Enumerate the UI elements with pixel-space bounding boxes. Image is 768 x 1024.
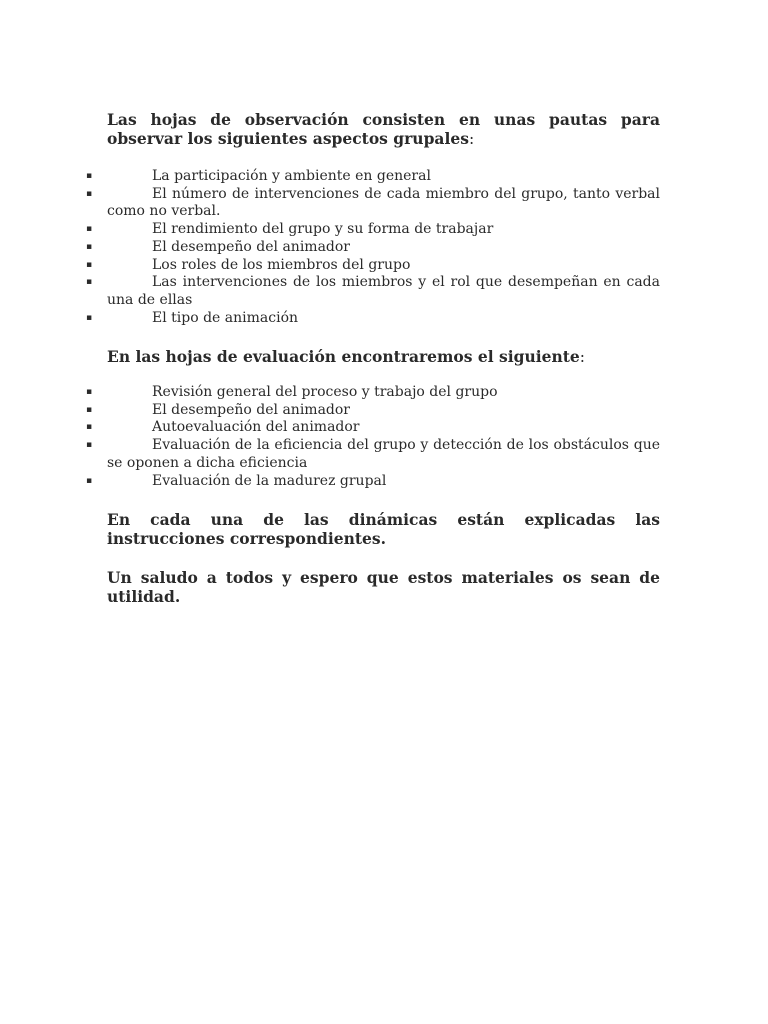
bullet-icon: ▪ [86,188,93,199]
list-item-text: Los roles de los miembros del grupo [152,256,411,273]
list-item-text: El desempeño del animador [152,401,351,418]
list-item-text: Las intervenciones de los miembros y el rol que desempeñan en cada una de ellas [107,274,660,308]
closing-paragraph: Un saludo a todos y espero que estos materiales os sean de utilidad. [107,568,660,606]
bullet-icon: ▪ [86,387,93,397]
bullet-icon: ▪ [86,241,93,252]
list-item [0,437,660,472]
list-item-text: El desempeño del animador [152,238,351,255]
instructions-paragraph: En cada una de las dinámicas están explicadas las instrucciones correspondientes. [107,510,660,548]
list-item-text: Evaluación de la madurez grupal [152,472,387,489]
bullet-icon: ▪ [86,404,93,415]
observation-intro-paragraph [107,110,660,149]
evaluation-intro-text: En las hojas de evaluación encontraremos el siguiente [107,347,580,366]
list-item [0,419,660,437]
bullet-icon: ▪ [86,224,93,235]
bullet-icon: ▪ [86,440,93,451]
observation-intro-text: Las hojas de observación consisten en unas pautas para observar los siguientes aspectos grupales [107,110,660,148]
list-item-text: Evaluación de la eficiencia del grupo y detección de los obstáculos que se oponen a dicha eficiencia [107,437,660,471]
list-item [0,402,660,420]
list-item-text: Revisión general del proceso y trabajo del grupo [152,384,498,400]
list-item-text: Autoevaluación del animador [152,419,360,436]
list-item [0,473,660,491]
list-item [0,221,660,239]
bullet-icon: ▪ [86,312,93,323]
list-item [0,274,660,309]
evaluation-intro-colon: : [579,348,586,366]
list-item [0,310,660,328]
list-item-text: El número de intervenciones de cada miembro del grupo, tanto verbal como no verbal. [107,185,660,220]
list-item-text: El rendimiento del grupo y su forma de trabajar [152,221,494,238]
evaluation-list [0,384,768,490]
list-item [0,239,660,257]
bullet-icon: ▪ [86,259,93,270]
list-item [0,168,660,186]
observation-list [0,168,768,327]
bullet-icon: ▪ [86,171,93,181]
list-item-text: El tipo de animación [152,309,299,326]
bullet-icon: ▪ [86,422,93,433]
list-item [0,257,660,275]
bullet-icon: ▪ [86,475,93,486]
evaluation-intro-paragraph [107,347,660,367]
list-item [0,186,660,221]
bullet-icon: ▪ [86,277,93,288]
list-item-text: La participación y ambiente en general [152,168,431,184]
list-item [0,384,660,402]
observation-intro-colon: : [468,130,475,148]
